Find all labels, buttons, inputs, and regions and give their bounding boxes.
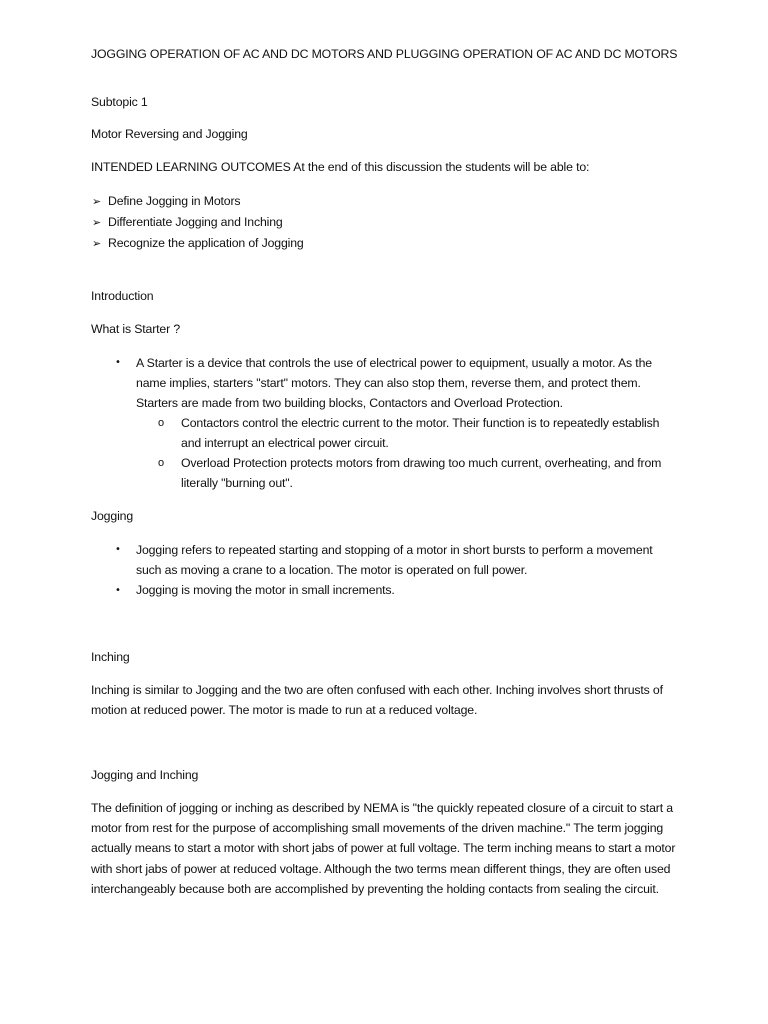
inching-heading: Inching <box>91 650 130 664</box>
starter-bullet-text: A Starter is a device that controls the use of electrical power to equipment, usually a motor. As the name implies, starters "start" motors. They can also stop them, reverse them, and protect them. Starters are made from two building blocks, Contactors and Overload Protection. <box>136 356 652 410</box>
bullet-icon: • <box>115 357 121 368</box>
subtopic-title: Motor Reversing and Jogging <box>91 127 248 141</box>
outcome-item <box>92 194 240 209</box>
jogging-and-inching-paragraph: The definition of jogging or inching as described by NEMA is "the quickly repeated closure of a circuit to start a motor from rest for the purpose of accomplishing small movements of the driven machine." The term jogging actually means to start a motor with short jabs of power at full voltage. The term inching means to start a motor with short jabs of power at reduced voltage. Although the two terms mean different things, they are often used interchangeably because both are accomplished by preventing the holding contacts from sealing the circuit. <box>91 801 676 896</box>
outcome-text: Differentiate Jogging and Inching <box>108 215 283 229</box>
jogging-bullet-text: Jogging refers to repeated starting and stopping of a motor in short bursts to perform a movement such as moving a crane to a location. The motor is operated on full power. <box>136 543 653 577</box>
outcome-text: Define Jogging in Motors <box>108 194 241 208</box>
contactors-sub-bullet-text: Contactors control the electric current to the motor. Their function is to repeatedly establish and interrupt an electrical power circuit. <box>181 416 660 450</box>
jogging-heading: Jogging <box>91 509 134 523</box>
outcome-text: Recognize the application of Jogging <box>108 236 304 250</box>
document-title: JOGGING OPERATION OF AC AND DC MOTORS AND PLUGGING OPERATION OF AC AND DC MOTORS <box>91 47 678 61</box>
learning-outcomes-intro: INTENDED LEARNING OUTCOMES At the end of this discussion the students will be able to: <box>91 160 590 174</box>
bullet-icon: • <box>115 544 121 555</box>
arrow-bullet-icon: ➢ <box>92 216 102 229</box>
arrow-bullet-icon: ➢ <box>92 195 102 208</box>
outcome-item <box>92 236 304 251</box>
sub-bullet-icon: o <box>158 417 164 429</box>
inching-paragraph: Inching is similar to Jogging and the two are often confused with each other. Inching involves short thrusts of motion at reduced power. The motor is made to run at a reduced voltage. <box>91 683 663 718</box>
bullet-icon: • <box>115 585 121 596</box>
jogging-and-inching-heading: Jogging and Inching <box>91 768 199 782</box>
introduction-heading: Introduction <box>91 289 154 303</box>
subtopic-label: Subtopic 1 <box>91 95 148 109</box>
sub-bullet-icon: o <box>158 457 164 469</box>
jogging-bullet-text: Jogging is moving the motor in small increments. <box>136 583 395 597</box>
overload-sub-bullet-text: Overload Protection protects motors from drawing too much current, overheating, and from literally "burning out". <box>181 456 662 490</box>
starter-heading: What is Starter ? <box>91 322 181 336</box>
arrow-bullet-icon: ➢ <box>92 237 102 250</box>
outcome-item <box>92 215 283 230</box>
